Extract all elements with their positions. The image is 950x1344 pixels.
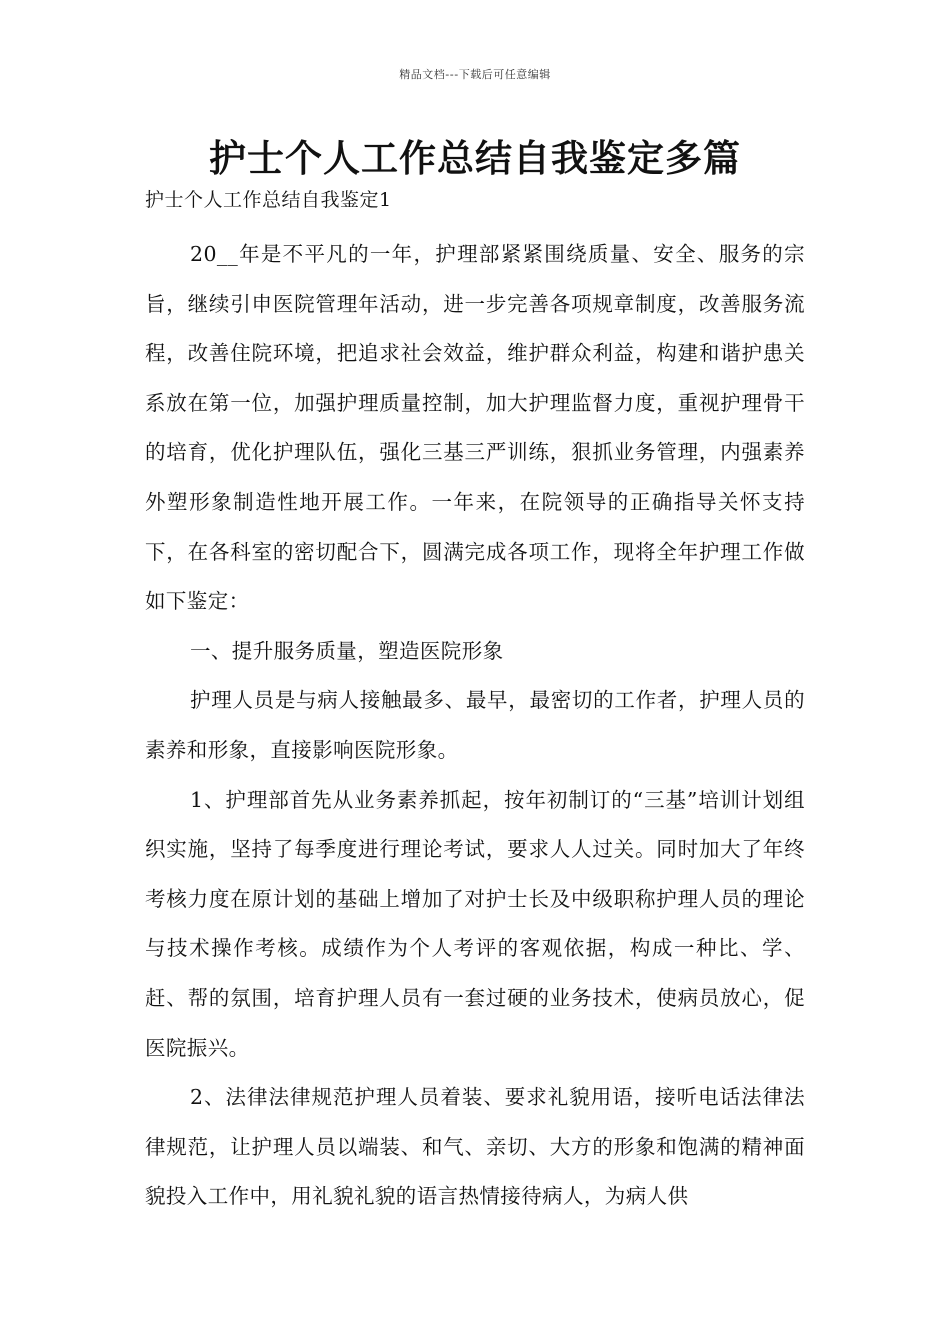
paragraph-item-1: 1、护理部首先从业务素养抓起，按年初制订的“三基”培训计划组织实施，坚持了每季度进行理论考试，要求人人过关。同时加大了年终考核力度在原计划的基础上增加了对护士长及中级职称护理人员的理论与技术操作考核。成绩作为个人考评的客观依据，构成一种比、学、赶、帮的氛围，培育护理人员有一套过硬的业务技术，使病员放心，促医院振兴。 [145, 787, 805, 1060]
paragraph-item-2: 2、法律法律规范护理人员着装、要求礼貌用语，接听电话法律法律规范，让护理人员以端装、和气、亲切、大方的形象和饱满的精神面貌投入工作中，用礼貌礼貌的语言热情接待病人，为病人供 [145, 1085, 805, 1209]
section-heading-1: 一、提升服务质量，塑造医院形象 [190, 638, 504, 663]
paragraph-intro: 20__年是不平凡的一年，护理部紧紧围绕质量、安全、服务的宗旨，继续引申医院管理年活动，进一步完善各项规章制度，改善服务流程，改善住院环境，把追求社会效益，维护群众利益，构建和谐护患关系放在第一位，加强护理质量控制，加大护理监督力度，重视护理骨干的培育，优化护理队伍，强化三基三严训练，狠抓业务管理，内强素养外塑形象制造性地开展工作。一年来，在院领导的正确指导关怀支持下，在各科室的密切配合下，圆满完成各项工作，现将全年护理工作做如下鉴定： [145, 242, 805, 614]
page-header-note: 精品文档---下载后可任意编辑 [399, 68, 551, 81]
paragraph-section-1-intro: 护理人员是与病人接触最多、最早，最密切的工作者，护理人员的素养和形象，直接影响医院形象。 [145, 688, 805, 762]
document-subtitle: 护士个人工作总结自我鉴定1 [145, 189, 392, 211]
document-title: 护士个人工作总结自我鉴定多篇 [209, 137, 741, 180]
document-body [145, 182, 805, 1222]
